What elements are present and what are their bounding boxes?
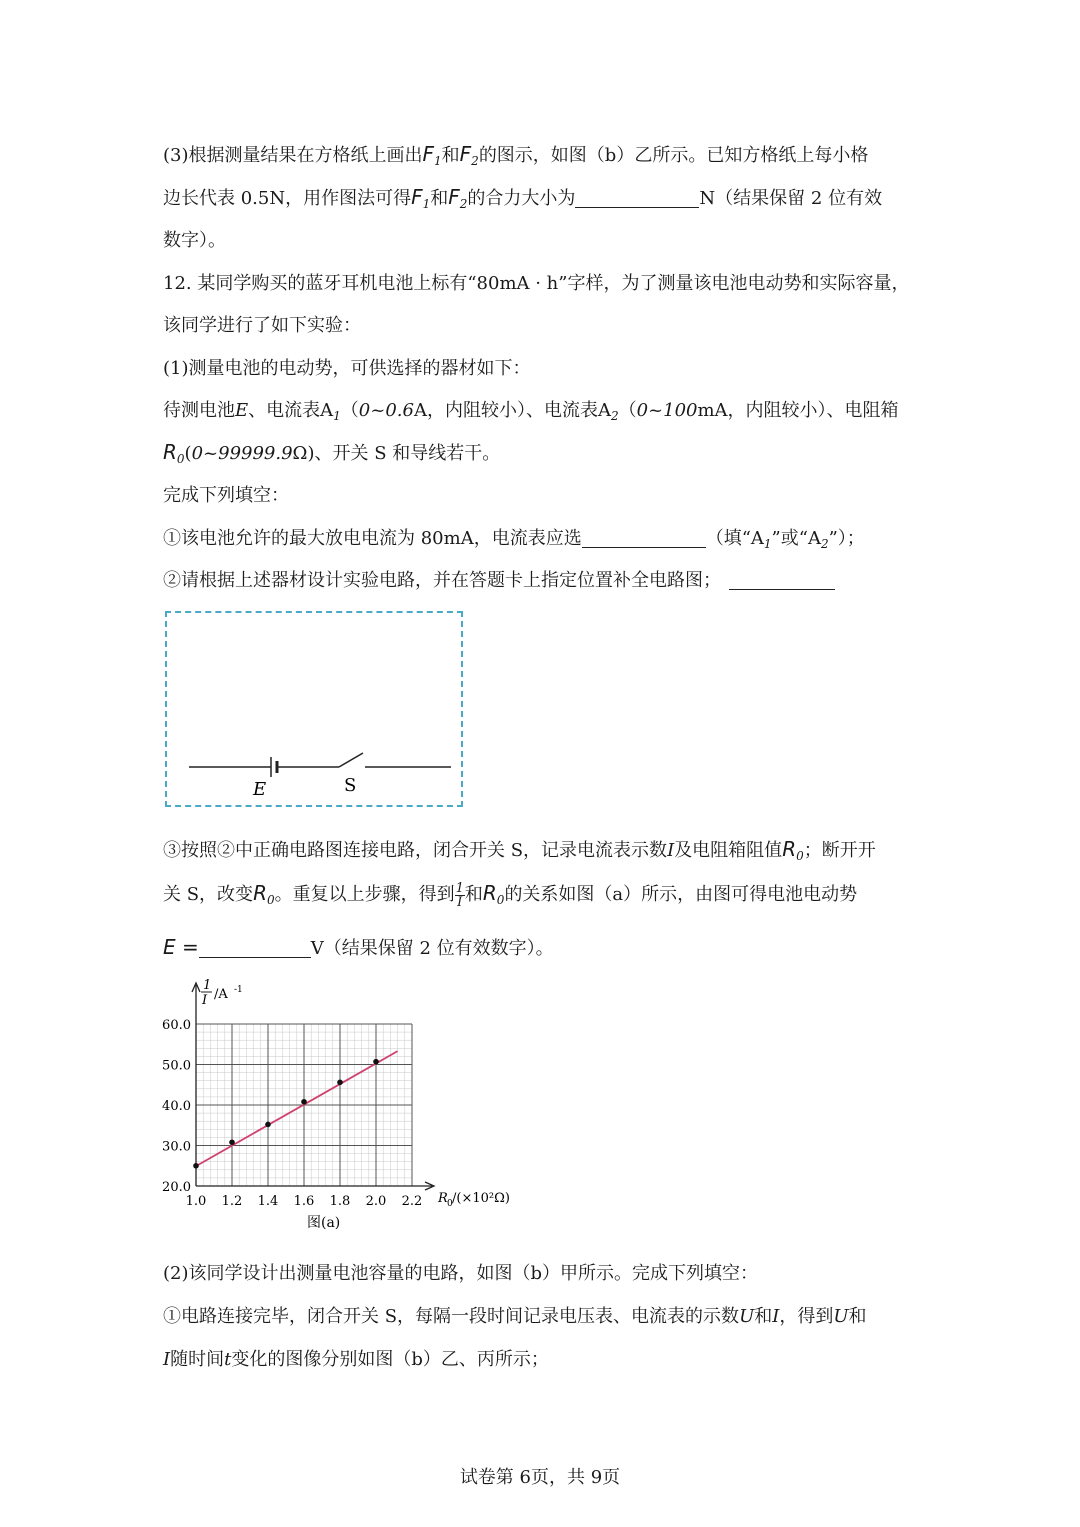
data-point — [373, 1059, 379, 1065]
data-point — [193, 1163, 199, 1169]
chart-caption: 图(a) — [307, 1215, 341, 1231]
q12-intro-line2: 该同学进行了如下实验： — [163, 315, 361, 336]
y-tick-label: 60.0 — [162, 1018, 191, 1033]
data-point — [301, 1099, 307, 1105]
q12-step3-line2: 关 S，改变$R_0$。重复以上步骤，得到 $\frac{1}{I}$ 和$R_0$的关系如图（a）所示，由图可得电池电动势 — [163, 880, 858, 910]
svg-text:/(×10²Ω): /(×10²Ω) — [452, 1191, 510, 1206]
answer-blank-force[interactable] — [575, 189, 699, 208]
fraction-1-over-I: $\frac{1}{I}$ — [455, 880, 464, 910]
data-point — [229, 1139, 235, 1145]
q12-part1-title: (1)测量电池的电动势，可供选择的器材如下： — [163, 358, 531, 379]
q12-step2: ②请根据上述器材设计实验电路，并在答题卡上指定位置补全电路图； — [163, 566, 835, 592]
data-point — [265, 1122, 271, 1128]
battery-label: E — [253, 779, 267, 800]
chart-y-axis-label — [201, 978, 243, 1008]
svg-text:-1: -1 — [234, 985, 243, 995]
y-tick-label: 20.0 — [162, 1180, 191, 1195]
svg-text:1: 1 — [203, 978, 212, 993]
x-tick-label: 2.0 — [365, 1194, 387, 1209]
page-footer: 试卷第 6页，共 9页 — [459, 1467, 621, 1488]
q12-equipment-line2: $R_0(0\sim 99999.9\Omega)$、开关 S 和导线若干。 — [163, 440, 501, 466]
q12-part2-title: (2)该同学设计出测量电池容量的电路，如图（b）甲所示。完成下列填空： — [163, 1263, 759, 1284]
svg-text:I: I — [202, 993, 208, 1008]
y-tick-label: 50.0 — [162, 1058, 191, 1074]
graph-a — [150, 975, 530, 1240]
q12-intro-line1: 12. 某同学购买的蓝牙耳机电池上标有“80mA · h”字样，为了测量该电池电动势和实际容量， — [163, 273, 910, 294]
svg-text:0: 0 — [447, 1199, 453, 1209]
x-tick-label: 1.8 — [329, 1194, 351, 1209]
switch-blade — [339, 753, 363, 767]
answer-blank-emf[interactable] — [199, 939, 311, 958]
switch-label: S — [344, 775, 357, 796]
answer-blank-ammeter[interactable] — [582, 529, 706, 548]
x-tick-label: 1.0 — [185, 1194, 207, 1209]
svg-text:/A: /A — [214, 987, 228, 1002]
q11-part3-line3: 数字）。 — [163, 230, 226, 251]
q12-equipment-line1: 待测电池E、电流表$A_1(0\sim 0.6A$，内阻较小）、电流表$A_2(0\sim 100mA$，内阻较小）、电阻箱 — [163, 400, 899, 423]
circuit-drawing-area[interactable] — [165, 611, 463, 807]
svg-text:R: R — [438, 1191, 448, 1206]
data-point — [337, 1080, 343, 1086]
x-tick-label: 2.2 — [401, 1194, 423, 1209]
q11-part3-line2: 边长代表 0.5N，用作图法可得$F_1$和$F_2$的合力大小为 N（结果保留 2 位有效 — [163, 185, 883, 211]
q12-step3-line1: ③按照②中正确电路图连接电路，闭合开关 S，记录电流表示数I及电阻箱阻值$R_0$；断开开 — [163, 837, 876, 863]
x-tick-label: 1.2 — [221, 1194, 243, 1209]
x-tick-label: 1.6 — [293, 1194, 315, 1209]
q12-part2-step1-line2: I随时间t变化的图像分别如图（b）乙、丙所示； — [163, 1349, 549, 1370]
q12-step1: ①该电池允许的最大放电电流为 80mA，电流表应选 （填“$A_1$”或“$A_2$”）； — [163, 528, 865, 551]
q12-step3-line3: E = V（结果保留 2 位有效数字）。 — [163, 935, 554, 959]
x-tick-label: 1.4 — [257, 1194, 279, 1209]
circuit-diagram — [167, 613, 461, 805]
y-tick-label: 30.0 — [162, 1139, 191, 1155]
q12-part2-step1-line1: ①电路连接完毕，闭合开关 S，每隔一段时间记录电压表、电流表的示数U和I，得到U和 — [163, 1306, 867, 1327]
chart-x-axis-label — [437, 1191, 510, 1209]
q12-fill-title: 完成下列填空： — [163, 485, 289, 506]
answer-blank-circuit[interactable] — [729, 571, 835, 590]
q11-part3-line1: (3)根据测量结果在方格纸上画出$F_1$和$F_2$的图示，如图（b）乙所示。已知方格纸上每小格 — [163, 142, 869, 168]
y-tick-label: 40.0 — [162, 1099, 191, 1114]
